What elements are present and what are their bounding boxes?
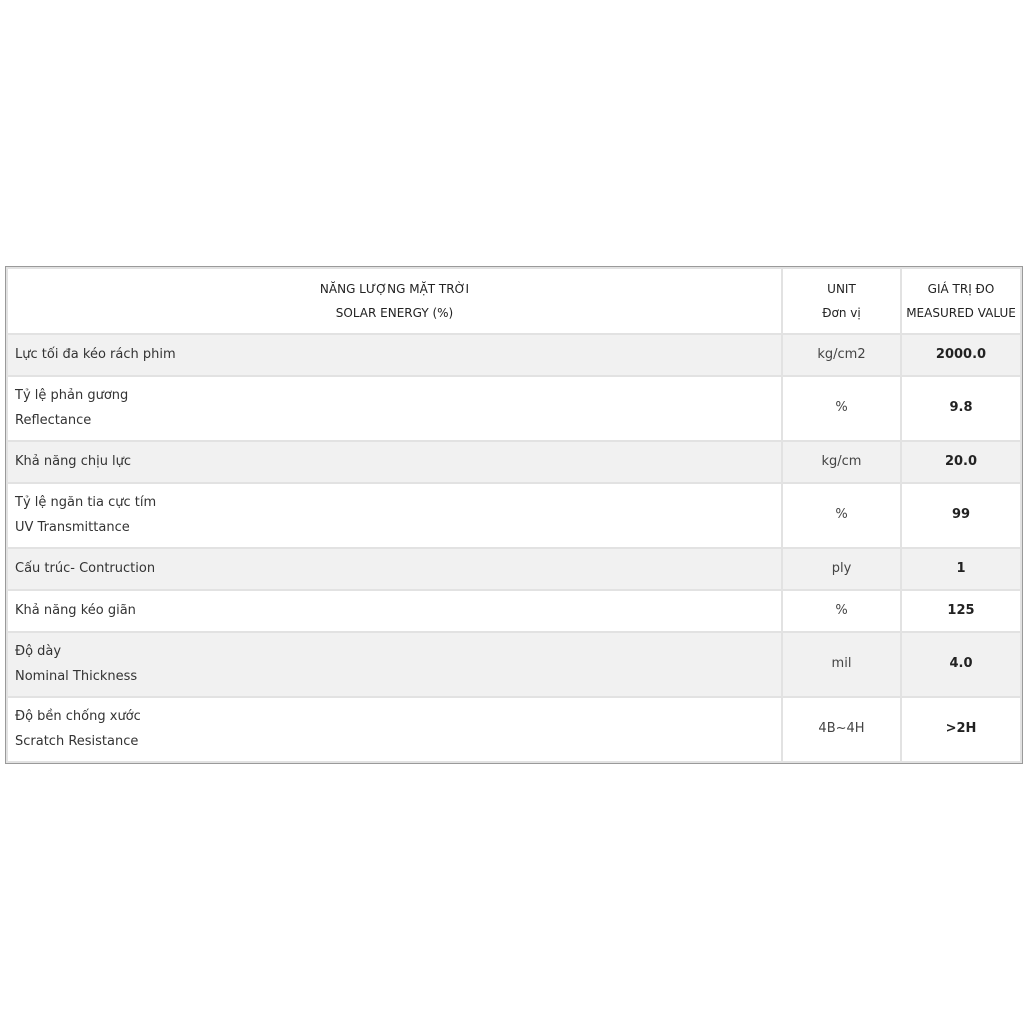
row-value: 9.8 — [902, 377, 1020, 440]
row-unit: kg/cm — [783, 442, 900, 482]
table-row — [8, 633, 1020, 696]
table-row — [8, 698, 1020, 761]
table-row — [8, 549, 1020, 589]
header-property-vi: NĂNG LƯỢNG MẶT TRỜI — [319, 281, 470, 296]
header-unit — [783, 269, 900, 333]
row-name-cell — [8, 698, 781, 761]
header-value — [902, 269, 1020, 333]
row-name-vi: Tỷ lệ phản gương — [15, 388, 129, 403]
solar-film-spec-table — [5, 266, 1023, 764]
row-name-vi: Độ bền chống xước — [15, 709, 141, 724]
row-name-vi: Tỷ lệ ngăn tia cực tím — [15, 495, 157, 510]
row-unit: kg/cm2 — [783, 335, 900, 375]
table-header — [8, 269, 1020, 333]
row-name-cell — [8, 484, 781, 547]
table-row — [8, 442, 1020, 482]
row-name-cell — [8, 335, 781, 375]
table-row — [8, 377, 1020, 440]
row-unit: % — [783, 484, 900, 547]
header-property — [8, 269, 781, 333]
header-value-vi: GIÁ TRỊ ĐO — [927, 281, 995, 296]
table-body — [8, 335, 1020, 761]
table-row — [8, 484, 1020, 547]
row-name-en: Nominal Thickness — [15, 668, 138, 684]
row-value: 99 — [902, 484, 1020, 547]
row-value: 1 — [902, 549, 1020, 589]
row-name-vi: Độ dày — [15, 644, 62, 659]
row-value: 125 — [902, 591, 1020, 631]
row-name-cell — [8, 442, 781, 482]
row-value: 2000.0 — [902, 335, 1020, 375]
row-name-cell — [8, 633, 781, 696]
header-unit-vi: Đơn vị — [822, 306, 861, 320]
row-unit: % — [783, 377, 900, 440]
header-property-en: SOLAR ENERGY (%) — [335, 306, 454, 320]
row-name-en: Scratch Resistance — [15, 733, 139, 749]
row-unit: ply — [783, 549, 900, 589]
row-value: >2H — [902, 698, 1020, 761]
row-value: 20.0 — [902, 442, 1020, 482]
row-name-cell — [8, 549, 781, 589]
row-name-en: UV Transmittance — [15, 519, 130, 535]
row-name-vi: Lực tối đa kéo rách phim — [15, 346, 176, 362]
row-value: 4.0 — [902, 633, 1020, 696]
row-name-cell — [8, 377, 781, 440]
row-unit: 4B~4H — [783, 698, 900, 761]
row-name-vi: Khả năng chịu lực — [15, 453, 132, 469]
row-name-vi: Khả năng kéo giãn — [15, 602, 136, 618]
row-name-cell — [8, 591, 781, 631]
header-unit-en: UNIT — [827, 281, 856, 296]
row-name-vi: Cấu trúc- Contruction — [15, 560, 156, 576]
header-value-en: MEASURED VALUE — [906, 306, 1016, 320]
row-unit: % — [783, 591, 900, 631]
table-row — [8, 591, 1020, 631]
row-unit: mil — [783, 633, 900, 696]
row-name-en: Reflectance — [15, 412, 92, 428]
table-row — [8, 335, 1020, 375]
